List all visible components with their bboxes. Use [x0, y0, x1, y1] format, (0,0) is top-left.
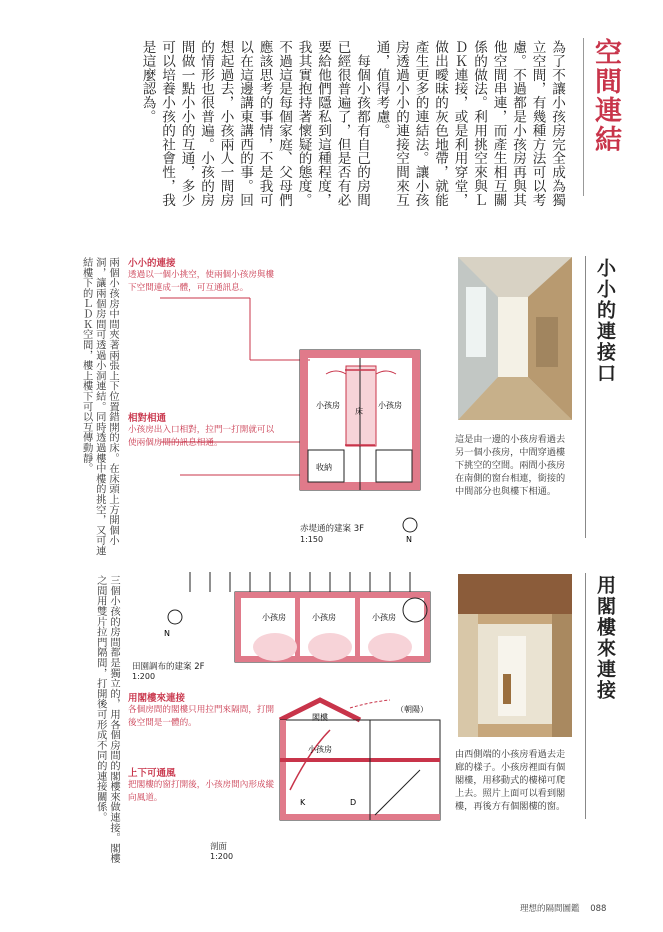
note-text: 各個房間的閣樓只用拉門來隔間，打開後空間是一體的。	[128, 705, 275, 728]
section2-body: 兩個小孩房中間夾著兩張上下位置錯開的床。在床頭上方開個小洞，讓兩個房間可透過小洞連結。同時透過樓中樓的挑空，又可連結樓下的ＬＤＫ空間，樓上樓下可以互傳動靜。	[80, 257, 119, 556]
plan-title-3f: 赤堤通的建案 3F	[300, 524, 364, 534]
plan-label-kids-room: 小孩房	[308, 745, 332, 754]
section-title-loft-connection: 用閣樓來連接	[594, 575, 616, 701]
photo-loft-corridor	[458, 574, 572, 737]
plan-label-kids-room: 小孩房	[262, 613, 286, 622]
plan-label-kitchen: K	[300, 798, 306, 807]
north-arrow: N	[164, 629, 170, 638]
section-divider	[583, 38, 584, 196]
section-divider	[585, 573, 586, 819]
section-divider	[585, 256, 586, 538]
north-arrow: N	[406, 535, 412, 544]
plan-label-morning-sun: （朝陽）	[396, 705, 428, 714]
note-heading: 小小的連接	[128, 258, 176, 269]
note-heading: 上下可通風	[128, 768, 176, 779]
section-title-small-connection: 小小的連接口	[594, 258, 616, 384]
section-title: 剖面	[210, 842, 228, 852]
floor-plan-2f	[150, 572, 450, 672]
note-text: 把閣樓的窗打開後，小孩房間內形成縱向風道。	[128, 780, 275, 803]
photo-kids-room-corridor	[458, 257, 572, 420]
plan-label-bed: 床	[355, 407, 363, 416]
plan-label-kids-room: 小孩房	[316, 401, 340, 410]
section-scale: 1:200	[210, 852, 234, 861]
plan-label-storage: 收納	[316, 463, 332, 472]
footer-page-number: 088	[590, 904, 607, 914]
plan-label-loft: 閣樓	[312, 713, 328, 722]
plan-label-kids-room: 小孩房	[312, 613, 336, 622]
footer	[520, 902, 606, 914]
intro-paragraph: 為了不讓小孩房完全成為獨立空間，有幾種方法可以考慮。不過都是小孩房再與其他空間串連，而產生相互關係的做法。利用挑空來與ＬＤＫ連接，或是利用穿堂，做出曖昧的灰色地帶，就能產生更多的連結法。讓小孩房透過小小的連接空間來互通，值得考慮。 每個小孩都有自己的房間已經很普遍了，但是否有必要給他們隱私到這種程度，我其實抱持著懷疑的態度。不過這是每個家庭、父母們應該思考的事情，不是我可以在這邊講東講西的事。回想起過去，小孩兩人一間房的情形也很普遍。小孩的房間做一點小小的互通，多少可以培養小孩的社會性，我是這麼認為。	[139, 40, 565, 207]
photo-caption-1: 這是由一邊的小孩房看過去另一個小孩房，中間穿過樓下挑空的空間。兩間小孩房在南側的窗台相連，銜接的中間部分也與樓下相通。	[455, 434, 566, 497]
plan-label-kids-room: 小孩房	[378, 401, 402, 410]
note-text: 透過以一個小挑空，使兩個小孩房與樓下空間連成一體，可互通訊息。	[128, 270, 275, 293]
section-drawing	[200, 690, 450, 830]
note-heading: 用閣樓來連接	[128, 693, 186, 704]
plan-title-2f: 田園調布的建案 2F	[132, 662, 205, 672]
plan-scale-3f: 1:150	[300, 535, 324, 544]
plan-scale-2f: 1:200	[132, 672, 156, 681]
section-title-space-connection: 空間連結	[590, 38, 621, 154]
note-small-connection	[128, 255, 278, 295]
footer-book-title: 理想的隔間圖鑑	[520, 904, 580, 914]
plan-label-kids-room: 小孩房	[372, 613, 396, 622]
section3-body: 三個小孩的房間都是獨立的，用各個房間的閣樓來做連接。閣樓之間用雙片拉門隔間，打開後可形成不同的連接關係。	[94, 575, 120, 864]
plan-label-dining: D	[350, 798, 357, 807]
note-heading: 相對相通	[128, 413, 167, 424]
photo-caption-2: 由西側端的小孩房看過去走廊的樣子。小孩房裡面有個閣樓，用移動式的樓梯可爬上去。照片上面可以看到閣樓，再後方有個閣樓的窗。	[455, 749, 566, 812]
note-text: 小孩房出入口相對，拉門一打開就可以使兩個房間的訊息相通。	[128, 425, 275, 448]
